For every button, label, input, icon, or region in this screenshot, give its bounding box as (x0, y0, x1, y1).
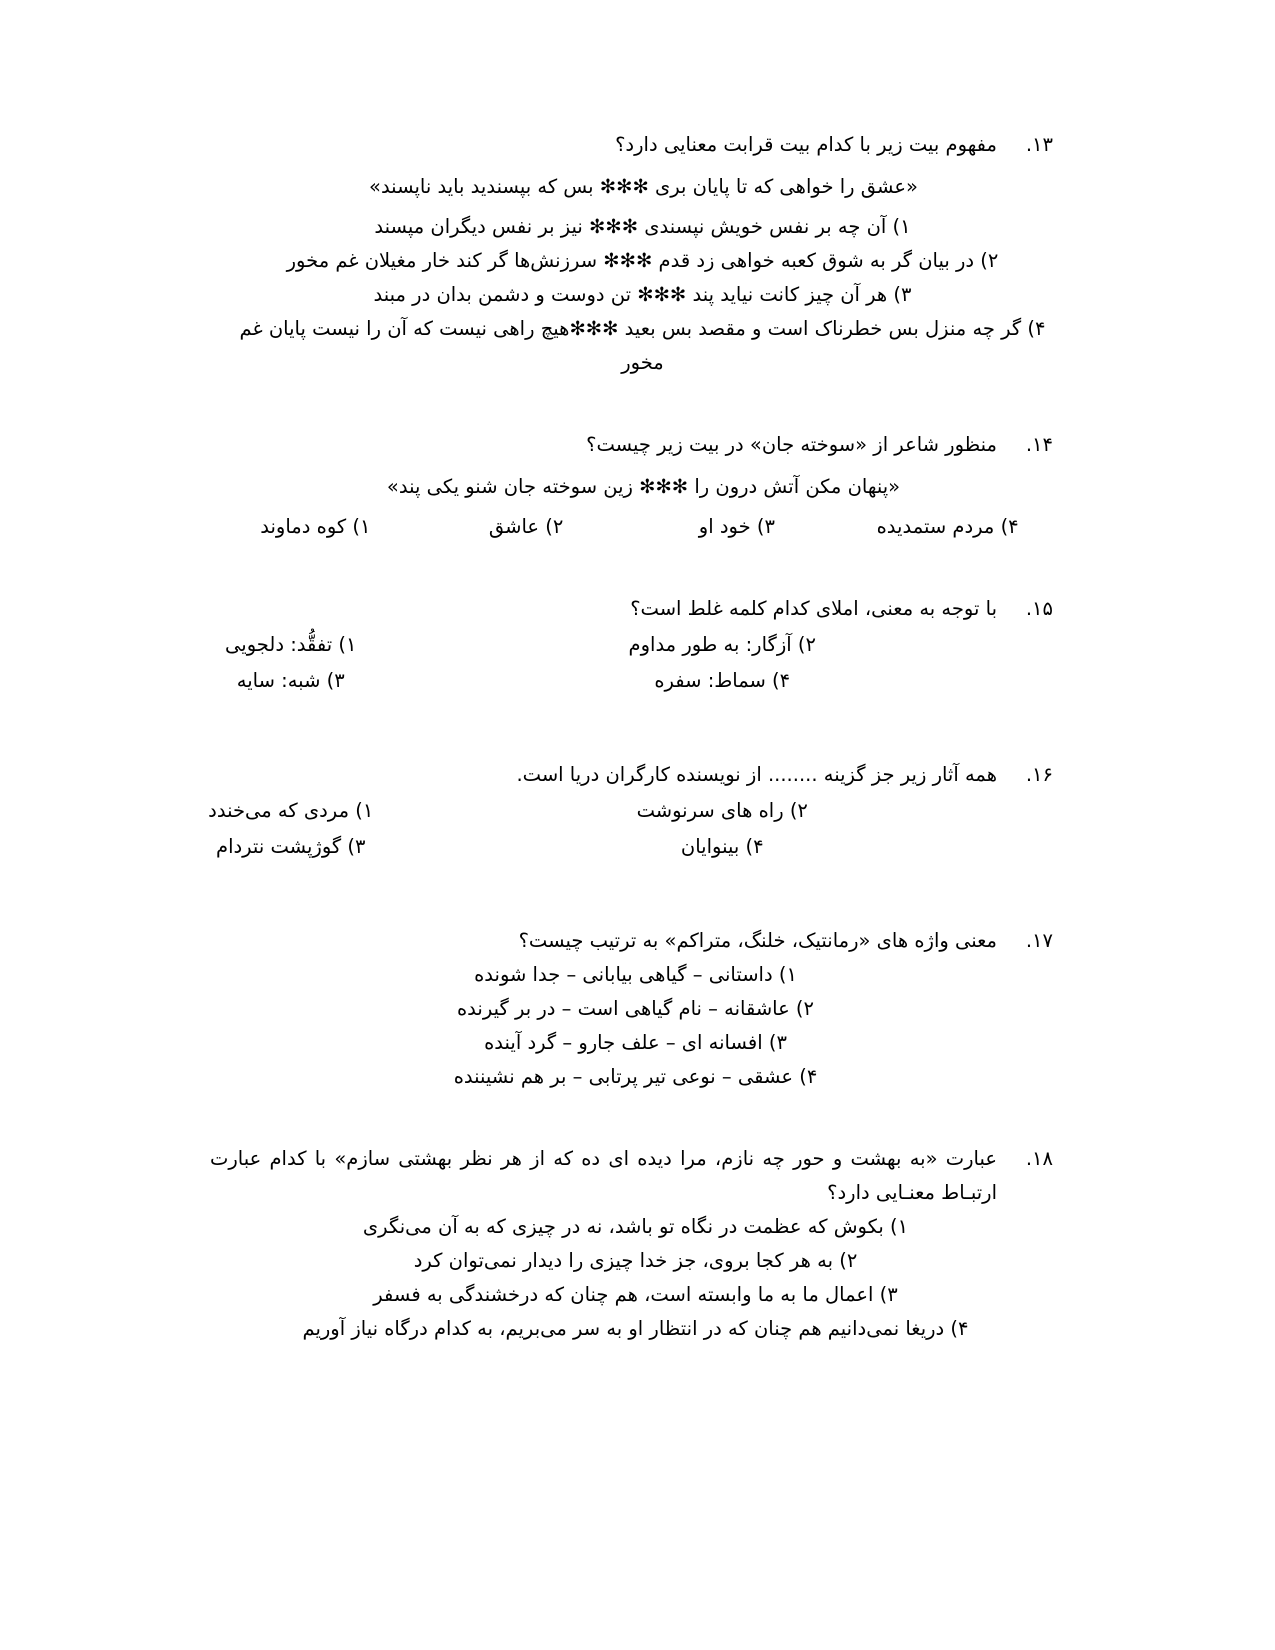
question-14-header (210, 428, 1053, 462)
question-15 (210, 592, 1053, 698)
question-18-options (210, 1210, 1053, 1346)
spacer (210, 1120, 1053, 1142)
spacer (210, 570, 1053, 592)
question-17-options (210, 958, 1053, 1094)
question-16-number: ۱۶. (1025, 763, 1053, 786)
question-16-header (210, 758, 1053, 792)
question-18-number: ۱۸. (1025, 1147, 1053, 1170)
question-16-option-3[interactable]: ۳) گوژپشت نتردام (216, 835, 366, 858)
question-16-stem: همه آثار زیر جز گزینه ........ از نویسنده کارگران دریا است. (516, 763, 997, 786)
question-18-option-3[interactable]: ۳) اعمال ما به ما وابسته است، هم چنان که درخشندگی به فسفر (373, 1283, 898, 1306)
question-15-number: ۱۵. (1025, 597, 1053, 620)
question-15-options-row-2 (210, 664, 1053, 698)
question-18-option-2[interactable]: ۲) به هر کجا بروی، جز خدا چیزی را دیدار نمی‌توان کرد (413, 1249, 858, 1272)
question-15-header (210, 592, 1053, 626)
spacer (210, 724, 1053, 758)
question-17-option-4[interactable]: ۴) عشقی – نوعی تیر پرتابی – بر هم نشیننده (453, 1065, 818, 1088)
question-13-verse: «عشق را خواهی که تا پایان بری ✻✻✻ بس که بپسندید باید ناپسند» (369, 175, 918, 198)
question-15-option-3[interactable]: ۳) شبه: سایه (236, 669, 345, 692)
question-15-options-row-1 (210, 628, 1053, 662)
question-13-option-3[interactable]: ۳) هر آن چیز کانت نیاید پند ✻✻✻ تن دوست و دشمن بدان در مبند (373, 283, 912, 306)
question-14-options (210, 510, 1053, 544)
question-13-option-2[interactable]: ۲) در بیان گر به شوق کعبه خواهی زد قدم ✻✻✻ سرزنش‌ها گر کند خار مغیلان غم مخور (286, 249, 999, 272)
question-14-option-1[interactable]: ۱) کوه دماوند (260, 515, 371, 538)
question-15-option-2[interactable]: ۲) آزگار: به طور مداوم (628, 633, 816, 656)
question-14-option-3[interactable]: ۳) خود او (698, 515, 775, 538)
question-14-number: ۱۴. (1025, 433, 1053, 456)
question-13-option-4[interactable]: ۴) گر چه منزل بس خطرناک است و مقصد بس بعید ✻✻✻هیچ راهی نیست که آن را نیست پایان غم مخور (239, 317, 1046, 374)
question-13 (210, 128, 1053, 380)
question-16 (210, 758, 1053, 864)
question-18 (210, 1142, 1053, 1346)
question-13-options (210, 210, 1053, 380)
question-18-option-1[interactable]: ۱) بکوش که عظمت در نگاه تو باشد، نه در چیزی که به آن می‌نگری (362, 1215, 909, 1238)
question-15-option-1[interactable]: ۱) تفقُّد: دلجویی (225, 633, 357, 656)
question-18-option-4[interactable]: ۴) دریغا نمی‌دانیم هم چنان که در انتظار او به سر می‌بریم، به کدام درگاه نیاز آوریم (302, 1317, 969, 1340)
question-16-option-2[interactable]: ۲) راه های سرنوشت (636, 799, 808, 822)
question-16-option-4[interactable]: ۴) بینوایان (680, 835, 764, 858)
question-14-stem: منظور شاعر از «سوخته جان» در بیت زیر چیست؟ (586, 433, 997, 456)
question-13-header (210, 128, 1053, 162)
question-15-stem: با توجه به معنی، املای کدام کلمه غلط است؟ (630, 597, 997, 620)
question-13-option-1[interactable]: ۱) آن چه بر نفس خویش نپسندی ✻✻✻ نیز بر نفس دیگران مپسند (374, 215, 911, 238)
question-14-option-4[interactable]: ۴) مردم ستمدیده (876, 515, 1019, 538)
question-17-option-2[interactable]: ۲) عاشقانه – نام گیاهی است – در بر گیرنده (456, 997, 815, 1020)
question-14 (210, 428, 1053, 544)
question-15-option-4[interactable]: ۴) سماط: سفره (654, 669, 791, 692)
question-17-header (210, 924, 1053, 958)
question-16-options-row-1 (210, 794, 1053, 828)
question-18-header (210, 1142, 1053, 1210)
spacer (210, 890, 1053, 924)
question-18-stem: عبارت «به بهشت و حور چه نازم، مرا دیده ای ده که از هر نظر بهشتی سازم» با کدام عبارت ارتبـاط معنـایی دارد؟ (210, 1147, 997, 1204)
question-17 (210, 924, 1053, 1094)
question-17-stem: معنی واژه های «رمانتیک، خلنگ، متراکم» به ترتیب چیست؟ (518, 929, 997, 952)
question-16-option-1[interactable]: ۱) مردی که می‌خندد (208, 799, 374, 822)
question-13-stem: مفهوم بیت زیر با کدام بیت قرابت معنایی دارد؟ (615, 133, 997, 156)
question-13-number: ۱۳. (1025, 133, 1053, 156)
question-16-options-row-2 (210, 830, 1053, 864)
spacer (210, 406, 1053, 428)
question-17-number: ۱۷. (1025, 929, 1053, 952)
question-14-verse: «پنهان مکن آتش درون را ✻✻✻ زین سوخته جان شنو یکی پند» (386, 475, 901, 498)
question-17-option-3[interactable]: ۳) افسانه ای – علف جارو – گرد آینده (484, 1031, 787, 1054)
question-14-option-2[interactable]: ۲) عاشق (488, 515, 564, 538)
question-17-option-1[interactable]: ۱) داستانی – گیاهی بیابانی – جدا شونده (474, 963, 797, 986)
